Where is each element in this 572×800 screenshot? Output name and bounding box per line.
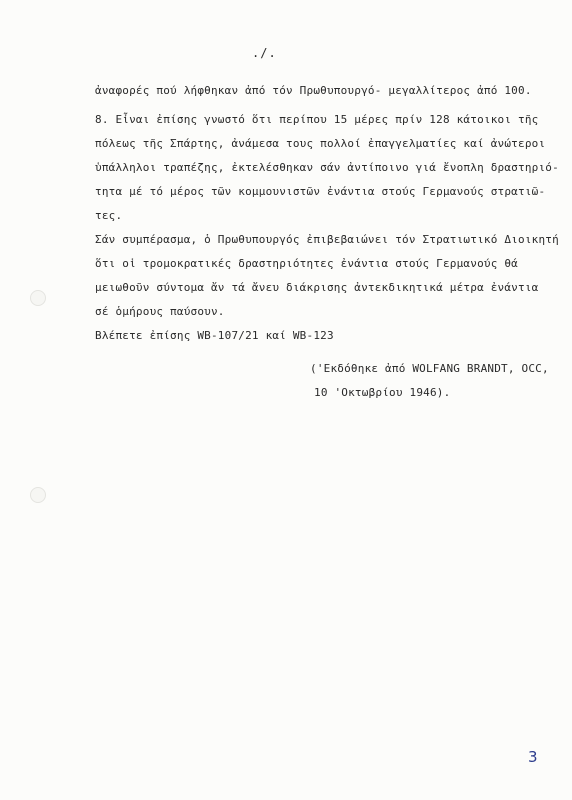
signature-line: 10 'Οκτωβρίου 1946). bbox=[314, 386, 451, 399]
paragraph-line: τες. bbox=[95, 209, 123, 222]
paragraph-line: ἀναφορές πού λήφθηκαν ἀπό τόν Πρωθυπουργό- μεγαλλίτερος ἀπό 100. bbox=[95, 84, 532, 97]
page-number: 3 bbox=[528, 748, 538, 766]
cross-reference: Βλέπετε ἐπίσης WB-107/21 καί WB-123 bbox=[95, 329, 334, 342]
paragraph-line: 8. Εἶναι ἐπίσης γνωστό ὅτι περίπου 15 μέρες πρίν 128 κάτοικοι τῆς bbox=[95, 113, 539, 126]
paragraph-line: τητα μέ τό μέρος τῶν κομμουνιστῶν ἐνάντια στούς Γερμανούς στρατιῶ- bbox=[95, 185, 546, 198]
punch-hole bbox=[30, 487, 46, 503]
paragraph-line: πόλεως τῆς Σπάρτης, ἀνάμεσα τους πολλοί ἐπαγγελματίες καί ἀνώτεροι bbox=[95, 137, 546, 150]
paragraph-line: Σάν συμπέρασμα, ὁ Πρωθυπουργός ἐπιβεβαιώνει τόν Στρατιωτικό Διοικητή bbox=[95, 233, 559, 246]
paragraph-line: ὅτι οἱ τρομοκρατικές δραστηριότητες ἐνάντια στούς Γερμανούς θά bbox=[95, 257, 518, 270]
paragraph-line: ὑπάλληλοι τραπέζης, ἐκτελέσθηκαν σάν ἀντίποινο γιά ἔνοπλη δραστηριό- bbox=[95, 161, 559, 174]
continuation-marker: ./. bbox=[252, 46, 277, 60]
punch-hole bbox=[30, 290, 46, 306]
signature-line: ('Εκδόθηκε ἀπό WOLFANG BRANDT, OCC, bbox=[310, 362, 549, 375]
paragraph-line: μειωθοῦν σύντομα ἄν τά ἄνευ διάκρισης ἀντεκδικητικά μέτρα ἐνάντια bbox=[95, 281, 539, 294]
paragraph-line: σέ ὁμήρους παύσουν. bbox=[95, 305, 225, 318]
